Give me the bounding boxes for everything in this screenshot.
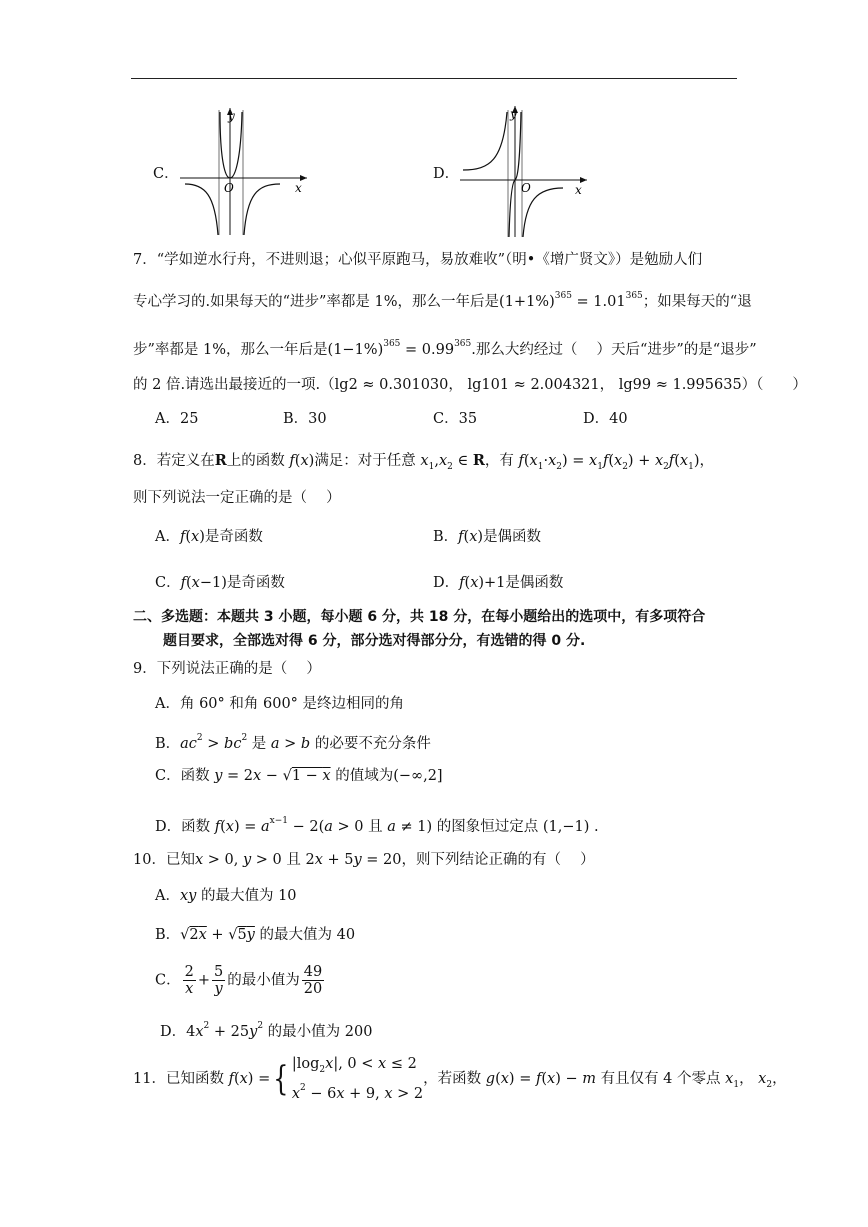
- q7-option-c: C．35: [433, 411, 478, 427]
- q8-option-c: C．f(x−1)是奇函数: [155, 575, 285, 591]
- graph-c: [175, 100, 315, 240]
- q9-option-b: B．$ac^2 > bc^2$ 是 a > b 的必要不充分条件: [155, 733, 431, 752]
- q7-line-3: 步”率都是 1%，那么一年后是$(1-1\%)^{365} = 0.99^{365}$.那么大约经过（ ）天后“进步”的是“退步”: [133, 339, 757, 358]
- q7-line-1: 7．“学如逆水行舟，不进则退；心似平原跑马，易放难收”（明•《增广贤文》）是勉励人们: [133, 252, 703, 268]
- graph-d: [455, 100, 595, 240]
- section-2-heading: 二、多选题：本题共 3 小题，每小题 6 分，共 18 分，在每小题给出的选项中，有多项符合: [133, 609, 706, 625]
- q9-option-d: D．函数 $f(x) = a^{x-1} - 2(a > 0$ 且 a ≠ 1) 的图象恒过定点 (1,−1) .: [155, 816, 599, 835]
- q7-option-a: A．25: [155, 411, 199, 427]
- option-d-label: D．: [433, 166, 460, 182]
- q10-option-a: A．xy 的最大值为 10: [155, 888, 297, 904]
- graph-d-origin: O: [521, 181, 531, 195]
- q7-line-4: 的 2 倍.请选出最接近的一项.（lg2 ≈ 0.301030， lg101 ≈ 2.004321， lg99 ≈ 1.995635）（ ）: [133, 377, 807, 393]
- q9-stem: 9．下列说法正确的是（ ）: [133, 661, 321, 677]
- option-c-label: C．: [153, 166, 179, 182]
- q8-option-b: B．f(x)是偶函数: [433, 529, 542, 545]
- q7-line-2: 专心学习的.如果每天的“进步”率都是 1%，那么一年后是$(1+1\%)^{365} = 1.01^{365}$；如果每天的“退: [133, 291, 752, 310]
- q10-option-d: D．$4x^2 + 25y^2$ 的最小值为 200: [160, 1021, 373, 1040]
- section-2-heading-cont: 题目要求，全部选对得 6 分，部分选对得部分分，有选错的得 0 分.: [163, 633, 586, 649]
- graph-d-x-label: x: [575, 183, 582, 197]
- q11-line-1: 11．已知函数 f(x) ={ $|\log_2x|$, 0 < x ≤ 2 $x^2 - 6x + 9$, x > 2，若函数 g(x) = f(x) − m 有且仅有 4 个零点 $x_1$， $x_2$，: [133, 1056, 787, 1102]
- header-rule: [131, 78, 737, 79]
- q7-option-b: B．30: [283, 411, 327, 427]
- q10-stem: 10．已知x > 0, y > 0 且 2x + 5y = 20，则下列结论正确的有（ ）: [133, 852, 595, 868]
- q8-option-a: A．f(x)是奇函数: [155, 529, 263, 545]
- graph-d-y-label: y: [510, 107, 517, 121]
- q7-option-d: D．40: [583, 411, 628, 427]
- graph-c-x-label: x: [295, 181, 302, 195]
- q8-line-2: 则下列说法一定正确的是（ ）: [133, 490, 341, 506]
- q8-option-d: D．f(x)+1是偶函数: [433, 575, 564, 591]
- q8-line-1: 8．若定义在R上的函数 f(x)满足：对于任意 $x_1,x_2$ ∈ R，有 $f(x_1\cdot x_2) = x_1f(x_2) + x_2f(x_1)$，: [133, 452, 715, 472]
- q9-option-c: C．函数 y = 2x − √1 − x 的值域为(−∞,2]: [155, 768, 443, 784]
- q9-option-a: A．角 60° 和角 600° 是终边相同的角: [155, 696, 405, 712]
- graph-c-y-label: y: [228, 109, 235, 123]
- q10-option-c: C． $\frac{2}{x}$ + $\frac{5}{y}$ 的最小值为 $\frac{49}{20}$: [155, 964, 323, 997]
- graph-c-origin: O: [224, 181, 234, 195]
- q10-option-b: B．√2x + √5y 的最大值为 40: [155, 927, 356, 943]
